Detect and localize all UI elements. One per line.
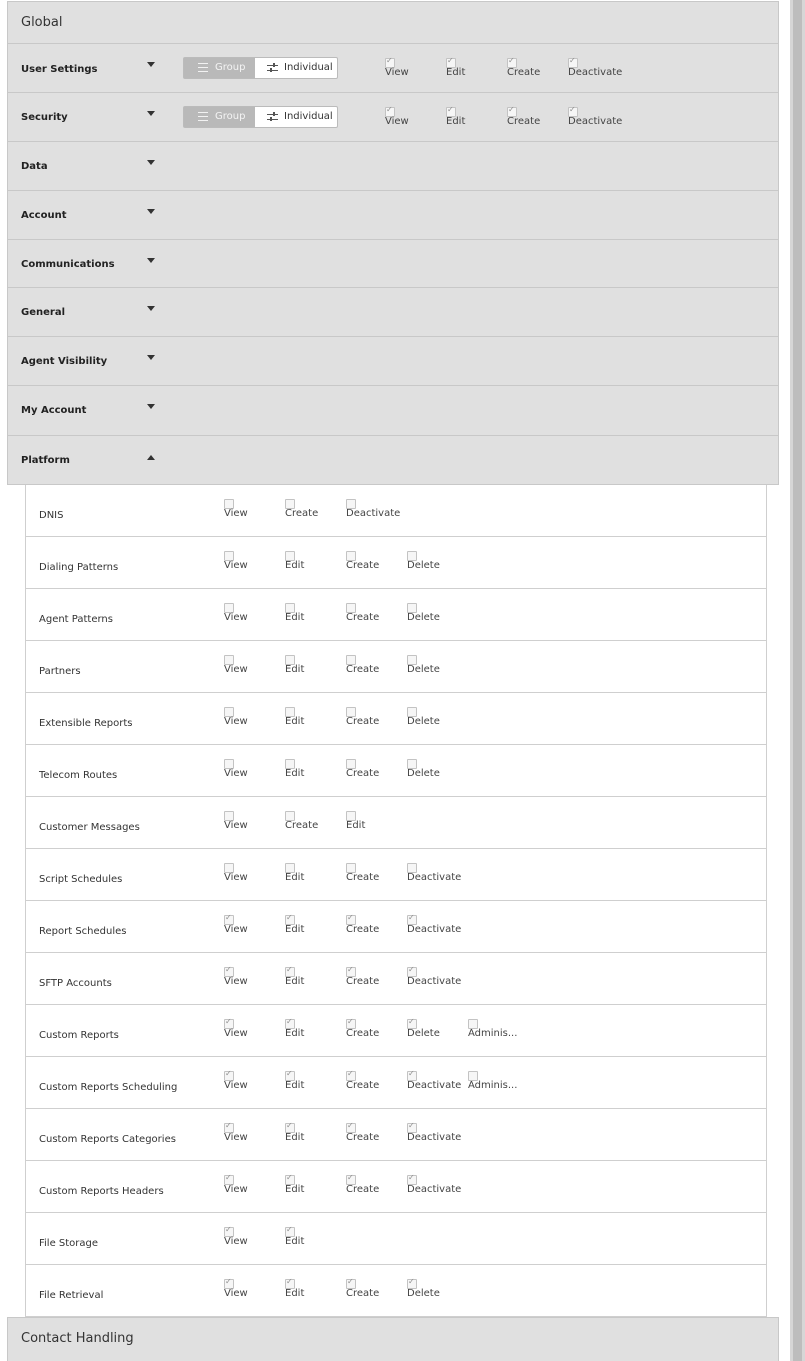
permission-label: Delete — [407, 716, 440, 727]
global-section-header[interactable] — [7, 1, 779, 44]
permission-label: Edit — [285, 1132, 305, 1143]
platform-row-custom-reports-headers — [25, 1161, 767, 1213]
permission-label: Deactivate — [346, 508, 401, 519]
permission-label: View — [224, 612, 248, 623]
permission-label: Edit — [285, 560, 305, 571]
permission-label: Edit — [285, 664, 305, 675]
permission-label: Edit — [346, 820, 366, 831]
platform-row-label: SFTP Accounts — [39, 978, 112, 989]
permission-label: Create — [346, 1288, 380, 1299]
expand-caret-icon[interactable] — [147, 258, 155, 263]
permission-label: Deactivate — [407, 924, 462, 935]
permission-label: Create — [346, 612, 380, 623]
platform-row-label: DNIS — [39, 510, 64, 521]
permission-label: Deactivate — [568, 116, 623, 127]
permission-label: Edit — [285, 716, 305, 727]
permission-label: Create — [346, 1080, 380, 1091]
permission-label: Deactivate — [407, 872, 462, 883]
sliders-icon-knob — [273, 63, 275, 67]
individual-toggle-button[interactable] — [255, 107, 337, 127]
category-label: Account — [21, 210, 67, 221]
list-icon-line — [198, 116, 208, 117]
sliders-icon — [267, 112, 278, 122]
permission-label: Create — [346, 768, 380, 779]
permission-label: View — [224, 820, 248, 831]
category-label: Security — [21, 112, 68, 123]
permission-label: View — [224, 1132, 248, 1143]
permission-label: Delete — [407, 664, 440, 675]
permission-label: View — [224, 872, 248, 883]
category-row-general[interactable] — [7, 288, 779, 337]
permission-label: Create — [346, 1184, 380, 1195]
category-label: General — [21, 307, 65, 318]
permission-label: Edit — [285, 1236, 305, 1247]
permission-label: Deactivate — [407, 1184, 462, 1195]
permission-label: View — [224, 716, 248, 727]
permission-label: Edit — [285, 768, 305, 779]
permission-label: Deactivate — [407, 1080, 462, 1091]
permission-label: Create — [285, 508, 319, 519]
sliders-icon-line — [267, 119, 278, 120]
list-icon-line — [198, 71, 208, 72]
permission-label: Edit — [285, 976, 305, 987]
category-row-security[interactable] — [7, 93, 779, 142]
category-row-platform[interactable] — [7, 436, 779, 485]
vertical-scrollbar[interactable] — [790, 0, 805, 1361]
permission-label: Delete — [407, 1028, 440, 1039]
permission-label: View — [224, 1028, 248, 1039]
individual-toggle-button[interactable] — [255, 58, 337, 78]
group-toggle-label: Group — [215, 111, 246, 122]
individual-toggle-label: Individual — [284, 111, 333, 122]
platform-row-label: Custom Reports Scheduling — [39, 1082, 178, 1093]
platform-row-label: Script Schedules — [39, 874, 123, 885]
individual-toggle-label: Individual — [284, 62, 333, 73]
permission-label: Create — [346, 924, 380, 935]
platform-row-label: Agent Patterns — [39, 614, 113, 625]
platform-row-custom-reports-scheduling — [25, 1057, 767, 1109]
permission-label: View — [385, 116, 409, 127]
platform-row-label: Telecom Routes — [39, 770, 118, 781]
permission-label: View — [224, 976, 248, 987]
sliders-icon-knob — [270, 68, 272, 72]
permission-label: Create — [346, 664, 380, 675]
permission-label: Delete — [407, 612, 440, 623]
sliders-icon — [267, 63, 278, 73]
permission-label: Create — [346, 1028, 380, 1039]
platform-row-label: Extensible Reports — [39, 718, 133, 729]
permission-label: Create — [346, 1132, 380, 1143]
list-icon-line — [198, 120, 208, 121]
permission-label: Deactivate — [407, 1132, 462, 1143]
platform-row-dnis — [25, 485, 767, 537]
permission-label: View — [224, 924, 248, 935]
list-icon — [198, 112, 208, 121]
platform-row-partners — [25, 641, 767, 693]
platform-row-file-storage — [25, 1213, 767, 1265]
category-row-communications[interactable] — [7, 240, 779, 288]
permission-label: Edit — [285, 924, 305, 935]
permission-label: Create — [507, 116, 541, 127]
category-label: Platform — [21, 455, 70, 466]
expand-caret-icon[interactable] — [147, 160, 155, 165]
permission-label: Delete — [407, 1288, 440, 1299]
permission-label: Create — [346, 872, 380, 883]
sliders-icon-knob — [273, 112, 275, 116]
list-icon — [198, 63, 208, 72]
category-label: Agent Visibility — [21, 356, 108, 367]
contact-handling-section-title: Contact Handling — [21, 1331, 134, 1346]
sliders-icon-line — [267, 70, 278, 71]
permission-label: Edit — [446, 116, 466, 127]
permission-label: View — [224, 768, 248, 779]
permission-label: View — [224, 664, 248, 675]
group-individual-toggle[interactable] — [183, 106, 338, 128]
permission-label: Adminis... — [468, 1028, 518, 1039]
list-icon-line — [198, 112, 208, 113]
permission-label: View — [385, 67, 409, 78]
category-row-account[interactable] — [7, 191, 779, 240]
group-toggle-label: Group — [215, 62, 246, 73]
platform-row-script-schedules — [25, 849, 767, 901]
permission-label: Delete — [407, 560, 440, 571]
category-row-my-account[interactable] — [7, 386, 779, 436]
expand-caret-icon[interactable] — [147, 111, 155, 116]
expand-caret-icon[interactable] — [147, 62, 155, 67]
group-toggle-button[interactable] — [184, 58, 255, 78]
platform-row-label: Partners — [39, 666, 81, 677]
category-label: Data — [21, 161, 48, 172]
permission-label: Edit — [285, 1184, 305, 1195]
permission-label: Deactivate — [568, 67, 623, 78]
group-individual-toggle[interactable] — [183, 57, 338, 79]
platform-row-label: Custom Reports Headers — [39, 1186, 164, 1197]
platform-row-agent-patterns — [25, 589, 767, 641]
permission-label: Deactivate — [407, 976, 462, 987]
category-row-user-settings[interactable] — [7, 44, 779, 93]
permission-label: Create — [346, 716, 380, 727]
expand-caret-icon[interactable] — [147, 404, 155, 409]
permission-label: Create — [346, 976, 380, 987]
platform-row-label: Custom Reports Categories — [39, 1134, 176, 1145]
permission-label: Create — [285, 820, 319, 831]
permission-label: View — [224, 1236, 248, 1247]
permission-label: Edit — [285, 872, 305, 883]
permission-label: Create — [346, 560, 380, 571]
platform-row-custom-reports-categories — [25, 1109, 767, 1161]
collapse-caret-icon[interactable] — [147, 455, 155, 460]
permission-label: View — [224, 1184, 248, 1195]
sliders-icon-knob — [270, 117, 272, 121]
platform-row-label: Customer Messages — [39, 822, 140, 833]
category-label: Communications — [21, 259, 115, 270]
permission-label: View — [224, 560, 248, 571]
platform-row-label: Custom Reports — [39, 1030, 119, 1041]
platform-row-file-retrieval — [25, 1265, 767, 1317]
platform-row-label: Report Schedules — [39, 926, 127, 937]
platform-row-report-schedules — [25, 901, 767, 953]
category-label: User Settings — [21, 64, 98, 75]
permission-label: Adminis... — [468, 1080, 518, 1091]
permission-label: Edit — [285, 1288, 305, 1299]
category-label: My Account — [21, 405, 87, 416]
permission-label: Edit — [285, 1028, 305, 1039]
permission-label: Create — [507, 67, 541, 78]
permission-label: Edit — [285, 1080, 305, 1091]
expand-caret-icon[interactable] — [147, 209, 155, 214]
platform-row-sftp-accounts — [25, 953, 767, 1005]
category-row-agent-visibility[interactable] — [7, 337, 779, 386]
platform-row-telecom-routes — [25, 745, 767, 797]
permission-label: Edit — [285, 612, 305, 623]
category-row-data[interactable] — [7, 142, 779, 191]
platform-row-customer-messages — [25, 797, 767, 849]
platform-row-dialing-patterns — [25, 537, 767, 589]
platform-row-custom-reports — [25, 1005, 767, 1057]
platform-row-label: File Storage — [39, 1238, 99, 1249]
platform-row-label: Dialing Patterns — [39, 562, 119, 573]
permission-label: View — [224, 1288, 248, 1299]
expand-caret-icon[interactable] — [147, 355, 155, 360]
permission-label: View — [224, 1080, 248, 1091]
platform-row-extensible-reports — [25, 693, 767, 745]
list-icon-line — [198, 63, 208, 64]
permission-label: Edit — [446, 67, 466, 78]
contact-handling-section-header[interactable] — [7, 1317, 779, 1361]
scrollbar-thumb[interactable] — [793, 0, 802, 1361]
expand-caret-icon[interactable] — [147, 306, 155, 311]
global-section-title: Global — [21, 15, 63, 30]
list-icon-line — [198, 67, 208, 68]
permission-label: View — [224, 508, 248, 519]
permission-label: Delete — [407, 768, 440, 779]
group-toggle-button[interactable] — [184, 107, 255, 127]
platform-row-label: File Retrieval — [39, 1290, 104, 1301]
